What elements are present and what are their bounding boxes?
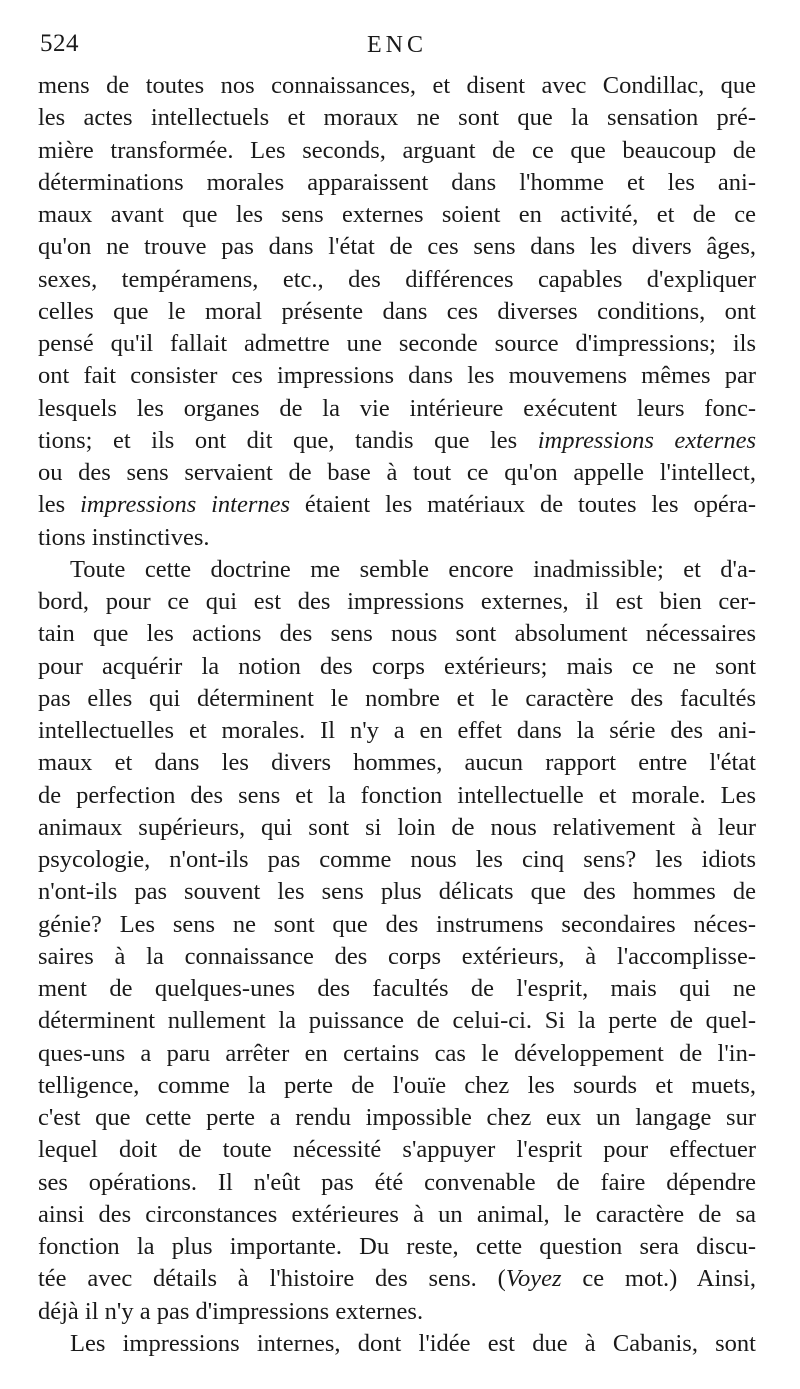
page-number: 524 [40,30,79,57]
italic-text: Voyez [505,1265,562,1293]
line-text: pour acquérir la notion des corps extérieurs; mais ce ne sont [38,652,756,680]
text-line [38,1102,756,1134]
text-line [38,489,756,521]
text-line [38,618,756,650]
line-text: les [38,491,81,519]
line-text: déterminations morales apparaissent dans l'homme et les ani- [38,168,756,196]
text-line [38,586,756,618]
text-line [38,747,756,779]
line-text: ou des sens servaient de base à tout ce qu'on appelle l'intellect, [38,459,756,486]
line-text: tain que les actions des sens nous sont absolument nécessaires [38,620,756,648]
line-text: lesquels les organes de la vie intérieure exécutent leurs fonc- [38,394,756,422]
text-line [38,425,756,457]
text-line [38,264,756,296]
text-line [38,231,756,263]
line-text: n'ont-ils pas souvent les sens plus délicats que des hommes de [38,878,756,906]
text-line [38,102,756,134]
line-text: Les impressions internes, dont l'idée est due à Cabanis, sont [70,1329,756,1357]
text-line [38,199,756,231]
line-text: déterminent nullement la puissance de celui-ci. Si la perte de quel- [38,1007,756,1035]
text-line [38,876,756,908]
line-text: mens de toutes nos connaissances, et disent avec Condillac, que [38,72,756,99]
line-text: ment de quelques-unes des facultés de l'esprit, mais qui ne [38,975,756,1002]
line-text: ainsi des circonstances extérieures à un animal, le caractère de sa [38,1200,756,1228]
text-line [38,360,756,392]
line-text: de perfection des sens et la fonction intellectuelle et morale. Les [38,781,756,809]
line-text: psycologie, n'ont-ils pas comme nous les cinq sens? les idiots [38,846,756,873]
text-line [38,683,756,715]
text-line [38,1167,756,1199]
line-text: Toute cette doctrine me semble encore inadmissible; et d'a- [70,555,756,583]
text-line [38,844,756,876]
text-line [38,522,756,554]
line-text: pensé qu'il fallait admettre une seconde source d'impressions; ils [38,330,756,357]
text-line [38,909,756,941]
line-text: maux et dans les divers hommes, aucun rapport entre l'état [38,749,756,777]
line-text: animaux supérieurs, qui sont si loin de nous relativement à leur [38,813,756,841]
text-line [38,651,756,683]
text-line [38,1263,756,1295]
book-page [38,0,756,1389]
line-text: lequel doit de toute nécessité s'appuyer l'esprit pour effectuer [38,1136,756,1164]
italic-text: impressions internes [80,491,291,519]
text-line [38,457,756,489]
text-line [38,812,756,844]
line-text: ses opérations. Il n'eût pas été convenable de faire dépendre [38,1168,756,1196]
text-line [38,296,756,328]
text-line [38,393,756,425]
line-text: tée avec détails à l'histoire des sens. ( [38,1265,506,1293]
line-text: fonction la plus importante. Du reste, cette question sera discu- [38,1233,756,1260]
text-line [38,1005,756,1037]
text-line [38,70,756,102]
text-line [38,1038,756,1070]
line-text: ques-uns a paru arrêter en certains cas le développement de l'in- [38,1039,756,1067]
line-text: déjà il n'y a pas d'impressions externes. [38,1297,424,1325]
line-text: pas elles qui déterminent le nombre et le caractère des facultés [38,684,756,712]
line-text-continued: étaient les matériaux de toutes les opéra- [290,491,756,519]
text-line [38,1070,756,1102]
line-text: génie? Les sens ne sont que des instrumens secondaires néces- [38,910,756,938]
text-line [38,973,756,1005]
line-text: bord, pour ce qui est des impressions externes, il est bien cer- [38,588,756,615]
text-line [38,1296,756,1328]
page-header [38,0,756,62]
line-text: maux avant que les sens externes soient en activité, et de ce [38,201,756,228]
line-text: celles que le moral présente dans ces diverses conditions, ont [38,297,756,325]
text-line [38,1328,756,1360]
line-text: sexes, tempéramens, etc., des différences capables d'expliquer [38,265,756,293]
line-text: ont fait consister ces impressions dans les mouvemens mêmes par [38,362,756,390]
text-line [38,780,756,812]
text-line [38,328,756,360]
line-text: mière transformée. Les seconds, arguant de ce que beaucoup de [38,136,756,164]
line-text: c'est que cette perte a rendu impossible chez eux un langage sur [38,1104,756,1131]
line-text: tions instinctives. [38,523,210,551]
running-head: ENC [367,32,427,58]
body-text [38,70,756,1360]
italic-text: impressions externes [537,426,756,454]
text-line [38,1134,756,1166]
line-text: tions; et ils ont dit que, tandis que les [38,426,538,454]
text-line [38,1231,756,1263]
text-line [38,167,756,199]
line-text: intellectuelles et morales. Il n'y a en effet dans la série des ani- [38,717,756,744]
line-text: qu'on ne trouve pas dans l'état de ces sens dans les divers âges, [38,233,756,261]
text-line [38,554,756,586]
line-text: telligence, comme la perte de l'ouïe chez les sourds et muets, [38,1071,756,1099]
line-text: saires à la connaissance des corps extérieurs, à l'accomplisse- [38,942,756,970]
line-text-continued: ce mot.) Ainsi, [561,1265,756,1293]
line-text: les actes intellectuels et moraux ne sont que la sensation pré- [38,104,756,132]
text-line [38,1199,756,1231]
text-line [38,941,756,973]
text-line [38,715,756,747]
text-line [38,135,756,167]
